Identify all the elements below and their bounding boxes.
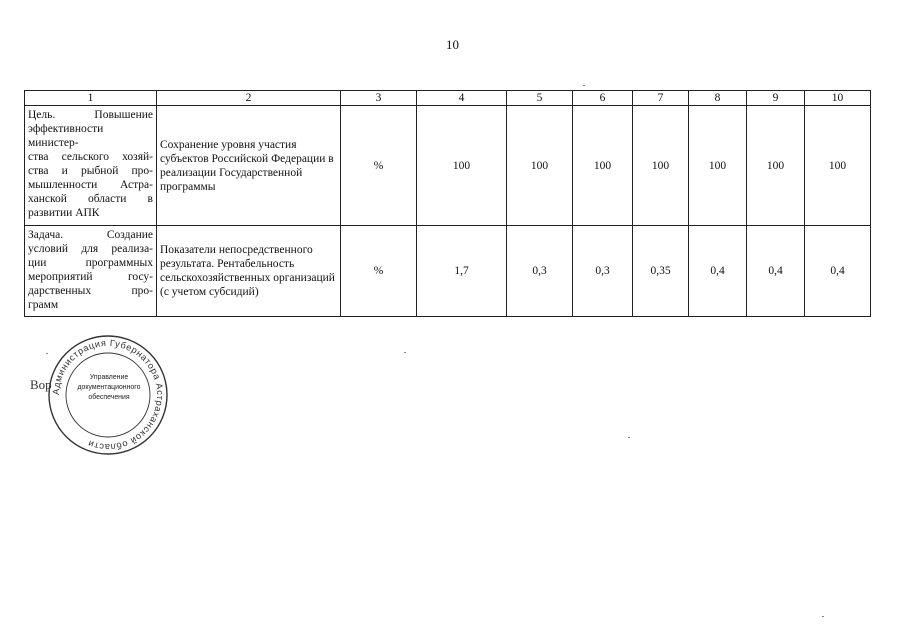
header-cell: 10 bbox=[805, 91, 871, 106]
unit-cell: % bbox=[341, 226, 417, 317]
goal-line: ства и рыбной про- bbox=[28, 165, 153, 177]
task-line: условий для реализа- bbox=[28, 243, 153, 255]
goal-line: развитии АПК bbox=[28, 207, 100, 219]
task-cell bbox=[25, 226, 157, 317]
value-cell: 100 bbox=[747, 106, 805, 226]
task-line: мероприятий госу- bbox=[28, 271, 153, 283]
header-cell: 9 bbox=[747, 91, 805, 106]
table-row bbox=[25, 106, 871, 226]
header-cell: 8 bbox=[689, 91, 747, 106]
header-cell: 7 bbox=[633, 91, 689, 106]
value-cell: 100 bbox=[805, 106, 871, 226]
table-header-row bbox=[25, 91, 871, 106]
page-number: 10 bbox=[446, 37, 459, 52]
value-cell: 100 bbox=[417, 106, 507, 226]
value-cell: 100 bbox=[689, 106, 747, 226]
goal-line: ства сельского хозяй- bbox=[28, 151, 153, 163]
stamp-center-line: обеспечения bbox=[88, 392, 130, 401]
scan-speck bbox=[628, 437, 630, 438]
goal-line: мышленности Астра- bbox=[28, 179, 153, 191]
stamp-center-line: документационного bbox=[77, 382, 141, 391]
task-line: дарственных про- bbox=[28, 285, 153, 297]
stamp-ring-text: Администрация Губернатора Астраханской области bbox=[50, 337, 166, 453]
scan-speck bbox=[583, 85, 585, 86]
scan-speck bbox=[822, 616, 824, 617]
indicators-table bbox=[24, 90, 871, 317]
header-cell: 3 bbox=[341, 91, 417, 106]
header-cell: 1 bbox=[25, 91, 157, 106]
header-cell: 4 bbox=[417, 91, 507, 106]
signature-label: Вор bbox=[30, 377, 52, 392]
goal-cell bbox=[25, 106, 157, 226]
stamp-center-line: Управление bbox=[89, 372, 129, 381]
unit-cell: % bbox=[341, 106, 417, 226]
value-cell: 0,3 bbox=[573, 226, 633, 317]
task-line: грамм bbox=[28, 299, 59, 311]
value-cell: 1,7 bbox=[417, 226, 507, 317]
value-cell: 100 bbox=[573, 106, 633, 226]
value-cell: 100 bbox=[633, 106, 689, 226]
scan-speck bbox=[46, 353, 48, 354]
header-cell: 5 bbox=[507, 91, 573, 106]
table-row bbox=[25, 226, 871, 317]
value-cell: 0,4 bbox=[805, 226, 871, 317]
goal-line: ханской области в bbox=[28, 193, 153, 205]
header-cell: 2 bbox=[157, 91, 341, 106]
task-line: Задача. Создание bbox=[28, 229, 153, 241]
indicator-cell: Показатели непосредственного результата. Рентабельность сельскохозяйственных организаций (с учетом субсидий) bbox=[157, 226, 341, 317]
value-cell: 0,4 bbox=[747, 226, 805, 317]
task-line: ции программных bbox=[28, 257, 153, 269]
value-cell: 0,35 bbox=[633, 226, 689, 317]
stamp-center-text bbox=[77, 372, 141, 402]
goal-line: Цель. Повышение bbox=[28, 109, 153, 121]
value-cell: 100 bbox=[507, 106, 573, 226]
value-cell: 0,3 bbox=[507, 226, 573, 317]
goal-line: эффективности министер- bbox=[28, 123, 104, 149]
value-cell: 0,4 bbox=[689, 226, 747, 317]
indicator-cell: Сохранение уровня участия субъектов Российской Федерации в реализации Государственной программы bbox=[157, 106, 341, 226]
header-cell: 6 bbox=[573, 91, 633, 106]
scan-speck bbox=[404, 352, 406, 353]
